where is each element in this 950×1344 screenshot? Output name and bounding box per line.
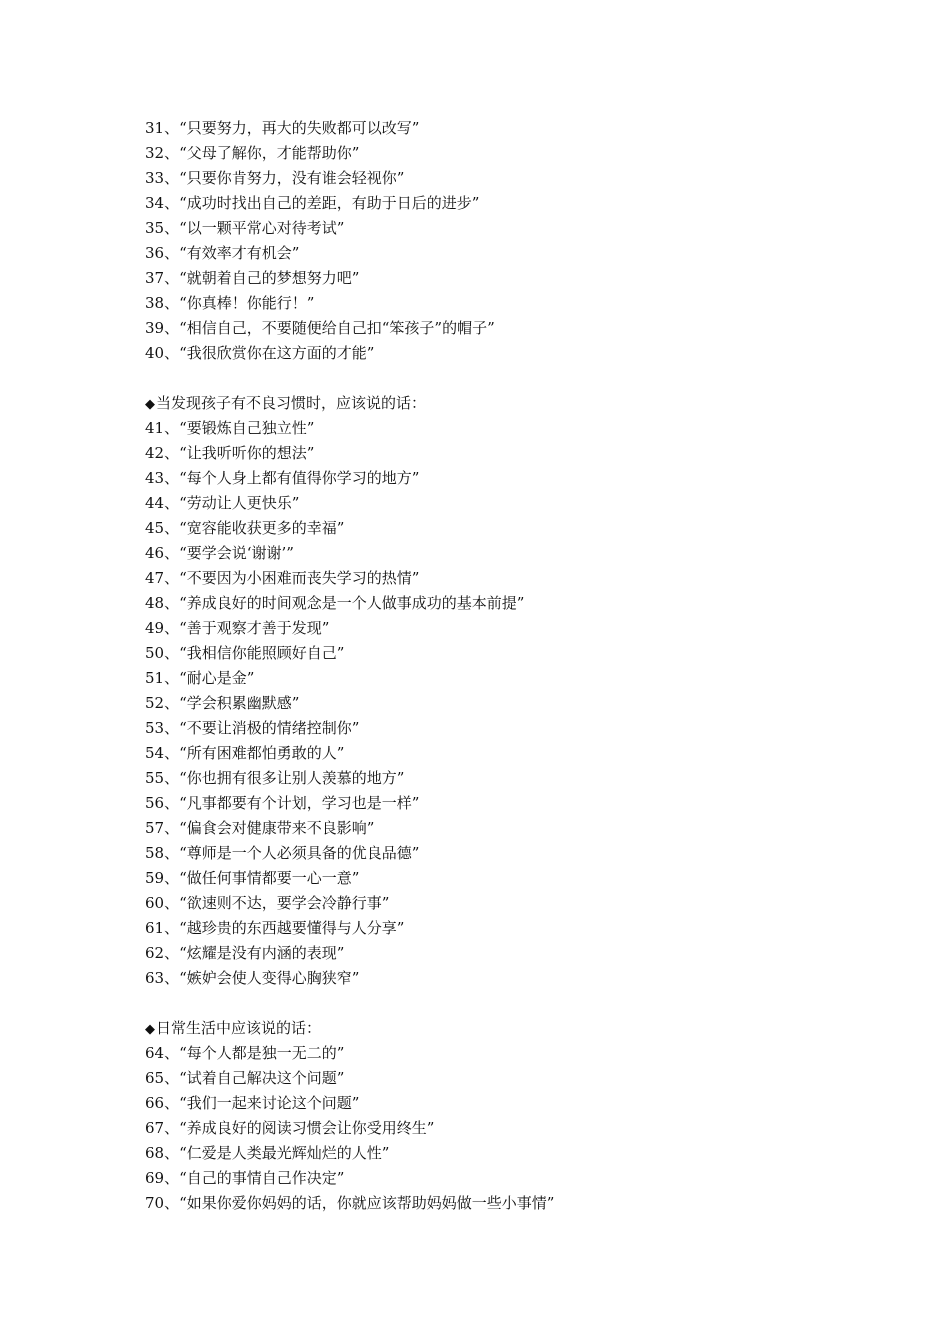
section-heading: [145, 391, 905, 416]
list-item: 45、“宽容能收获更多的幸福”: [145, 519, 345, 537]
list-item: 42、“让我听听你的想法”: [145, 444, 315, 462]
list-item: 60、“欲速则不达，要学会冷静行事”: [145, 894, 390, 912]
list-item: 63、“嫉妒会使人变得心胸狭窄”: [145, 969, 360, 987]
list-item: 37、“就朝着自己的梦想努力吧”: [145, 269, 360, 287]
list-item: 39、“相信自己，不要随便给自己扣“笨孩子”的帽子”: [145, 319, 495, 337]
section-1: [145, 116, 905, 366]
section-heading: [145, 1016, 905, 1041]
section-heading-text: 当发现孩子有不良习惯时，应该说的话：: [156, 394, 427, 412]
list-item: 41、“要锻炼自己独立性”: [145, 419, 315, 437]
section-3: [145, 1016, 905, 1216]
list-item: 53、“不要让消极的情绪控制你”: [145, 719, 360, 737]
list-item: 44、“劳动让人更快乐”: [145, 494, 300, 512]
list-item: 34、“成功时找出自己的差距，有助于日后的进步”: [145, 194, 480, 212]
list-item: 68、“仁爱是人类最光辉灿烂的人性”: [145, 1144, 390, 1162]
list-item: 50、“我相信你能照顾好自己”: [145, 644, 345, 662]
list-item: 43、“每个人身上都有值得你学习的地方”: [145, 469, 420, 487]
list-item: 67、“养成良好的阅读习惯会让你受用终生”: [145, 1119, 435, 1137]
list-item: 61、“越珍贵的东西越要懂得与人分享”: [145, 919, 405, 937]
list-item: 59、“做任何事情都要一心一意”: [145, 869, 360, 887]
list-item: 70、“如果你爱你妈妈的话，你就应该帮助妈妈做一些小事情”: [145, 1194, 555, 1212]
list-item: 64、“每个人都是独一无二的”: [145, 1044, 345, 1062]
paragraph-spacer: [145, 991, 905, 1016]
list-item: 69、“自己的事情自己作决定”: [145, 1169, 345, 1187]
list-item: 62、“炫耀是没有内涵的表现”: [145, 944, 345, 962]
list-item: 31、“只要努力，再大的失败都可以改写”: [145, 119, 420, 137]
document-page: [145, 116, 905, 1216]
list-item: 49、“善于观察才善于发现”: [145, 619, 330, 637]
list-item: 56、“凡事都要有个计划，学习也是一样”: [145, 794, 420, 812]
list-item: 46、“要学会说‘谢谢’”: [145, 544, 294, 562]
list-item: 58、“尊师是一个人必须具备的优良品德”: [145, 844, 420, 862]
diamond-icon: ◆: [145, 1022, 155, 1037]
diamond-icon: ◆: [145, 397, 155, 412]
section-heading-text: 日常生活中应该说的话：: [156, 1019, 322, 1037]
list-item: 48、“养成良好的时间观念是一个人做事成功的基本前提”: [145, 594, 525, 612]
list-item: 52、“学会积累幽默感”: [145, 694, 300, 712]
list-item: 55、“你也拥有很多让别人羡慕的地方”: [145, 769, 405, 787]
list-item: 65、“试着自己解决这个问题”: [145, 1069, 345, 1087]
list-item: 47、“不要因为小困难而丧失学习的热情”: [145, 569, 420, 587]
list-item: 32、“父母了解你，才能帮助你”: [145, 144, 360, 162]
list-item: 51、“耐心是金”: [145, 669, 255, 687]
paragraph-spacer: [145, 366, 905, 391]
list-item: 35、“以一颗平常心对待考试”: [145, 219, 345, 237]
list-item: 54、“所有困难都怕勇敢的人”: [145, 744, 345, 762]
list-item: 33、“只要你肯努力，没有谁会轻视你”: [145, 169, 405, 187]
list-item: 66、“我们一起来讨论这个问题”: [145, 1094, 360, 1112]
list-item: 38、“你真棒！你能行！”: [145, 294, 315, 312]
list-item: 36、“有效率才有机会”: [145, 244, 300, 262]
list-item: 40、“我很欣赏你在这方面的才能”: [145, 344, 375, 362]
section-2: [145, 391, 905, 991]
list-item: 57、“偏食会对健康带来不良影响”: [145, 819, 375, 837]
